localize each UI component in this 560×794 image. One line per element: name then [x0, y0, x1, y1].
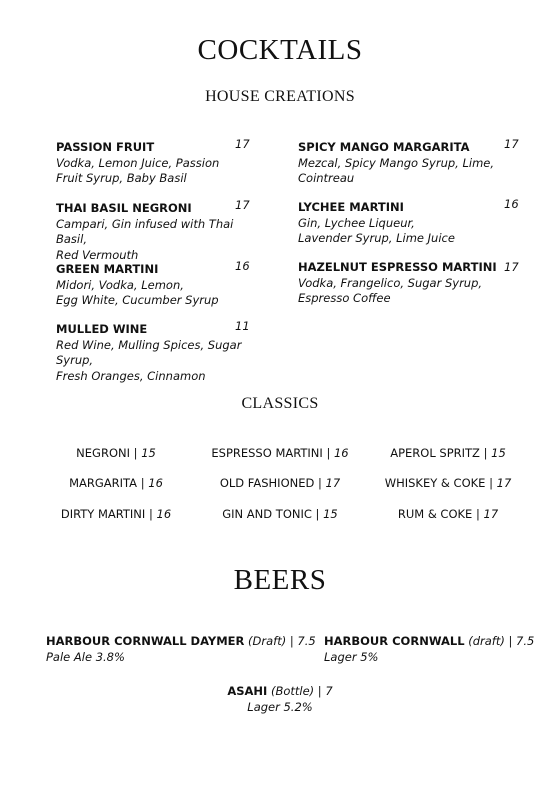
beer-style: Lager 5%: [324, 649, 379, 664]
menu-item: [56, 259, 256, 309]
separator: |: [472, 507, 484, 521]
classic-item: [31, 507, 201, 522]
menu-item: [56, 319, 271, 384]
house-creations-heading: HOUSE CREATIONS: [205, 88, 355, 105]
item-price: 17: [504, 260, 519, 274]
beer-name: HARBOUR CORNWALL DAYMER: [46, 634, 245, 648]
item-description: Mezcal, Spicy Mango Syrup, Lime,: [298, 155, 495, 170]
item-description: Vodka, Lemon Juice, Passion: [56, 155, 220, 170]
item-description: Fruit Syrup, Baby Basil: [56, 171, 187, 185]
beer-type: (Draft): [248, 634, 287, 648]
separator: |: [479, 446, 492, 460]
item-price: 16: [235, 259, 250, 273]
classic-item: [31, 476, 201, 491]
item-price: 11: [235, 319, 250, 333]
classic-item: [31, 446, 201, 461]
classic-name: NEGRONI: [76, 446, 130, 460]
classic-price: 16: [148, 476, 163, 490]
item-description: Cointreau: [298, 171, 355, 185]
classic-name: WHISKEY & COKE: [384, 476, 486, 490]
classic-price: 15: [491, 446, 506, 460]
classic-item: [363, 446, 533, 461]
classic-price: 15: [141, 446, 156, 460]
beer-style: Pale Ale 3.8%: [46, 649, 125, 664]
beer-style: Lager 5.2%: [247, 699, 313, 714]
classic-price: 17: [496, 476, 512, 490]
classic-item: [363, 507, 533, 522]
beer-item: [324, 634, 534, 665]
beer-name: HARBOUR CORNWALL: [324, 634, 465, 648]
classics-heading: CLASSICS: [241, 395, 319, 412]
item-price: 17: [235, 137, 250, 151]
classic-item: [363, 476, 533, 491]
beer-name: ASAHI: [227, 684, 268, 698]
classic-item: [195, 476, 365, 491]
beers-title: BEERS: [233, 564, 327, 596]
menu-item: [56, 198, 266, 263]
menu-item: [298, 197, 520, 247]
item-name: THAI BASIL NEGRONI: [56, 201, 192, 215]
item-price: 17: [504, 137, 519, 151]
separator: |: [130, 446, 142, 460]
classic-price: 17: [325, 476, 341, 490]
item-name: MULLED WINE: [56, 322, 148, 336]
classic-item: [195, 507, 365, 522]
classic-name: MARGARITA: [69, 476, 138, 490]
classic-price: 15: [323, 507, 338, 521]
cocktails-title: COCKTAILS: [197, 34, 363, 66]
separator: |: [137, 476, 149, 490]
separator: |: [311, 507, 324, 521]
beer-type: (draft): [468, 634, 505, 648]
beer-type: (Bottle): [270, 684, 315, 698]
classic-name: RUM & COKE: [397, 507, 473, 521]
classic-name: APEROL SPRITZ: [390, 446, 480, 460]
item-name: HAZELNUT ESPRESSO MARTINI: [298, 260, 497, 274]
item-description: Egg White, Cucumber Syrup: [56, 293, 219, 307]
item-description: Red Vermouth: [56, 247, 139, 262]
separator: |: [145, 507, 157, 521]
item-name: SPICY MANGO MARGARITA: [298, 140, 470, 154]
item-description: Vodka, Frangelico, Sugar Syrup,: [298, 275, 483, 290]
item-price: 17: [235, 198, 250, 212]
beer-item: [0, 684, 560, 715]
item-description: Gin, Lychee Liqueur,: [298, 215, 415, 230]
beer-price: 7.5: [516, 634, 535, 648]
item-description: Campari, Gin infused with Thai Basil,: [56, 216, 234, 246]
item-description: Red Wine, Mulling Spices, Sugar Syrup,: [56, 337, 242, 367]
classic-name: ESPRESSO MARTINI: [211, 446, 323, 460]
classic-price: 17: [483, 507, 499, 521]
menu-item: [56, 137, 256, 187]
item-description: Fresh Oranges, Cinnamon: [56, 368, 206, 383]
menu-item: [298, 260, 520, 307]
item-description: Espresso Coffee: [298, 291, 391, 305]
beer-price: 7: [325, 684, 333, 698]
classic-price: 16: [156, 507, 172, 521]
classic-item: [195, 446, 365, 461]
separator: |: [314, 476, 326, 490]
separator: |: [322, 446, 334, 460]
item-name: PASSION FRUIT: [56, 140, 155, 154]
classic-name: DIRTY MARTINI: [60, 507, 146, 521]
item-description: Midori, Vodka, Lemon,: [56, 277, 184, 292]
separator: |: [504, 634, 516, 648]
beer-item: [46, 634, 316, 665]
item-name: GREEN MARTINI: [56, 262, 159, 276]
item-name: LYCHEE MARTINI: [298, 200, 404, 214]
classic-name: OLD FASHIONED: [219, 476, 315, 490]
menu-item: [298, 137, 520, 187]
item-description: Lavender Syrup, Lime Juice: [298, 231, 455, 245]
separator: |: [286, 634, 298, 648]
item-price: 16: [504, 197, 519, 211]
separator: |: [314, 684, 326, 698]
beer-price: 7.5: [297, 634, 316, 648]
separator: |: [485, 476, 497, 490]
classic-name: GIN AND TONIC: [222, 507, 312, 521]
classic-price: 16: [333, 446, 349, 460]
